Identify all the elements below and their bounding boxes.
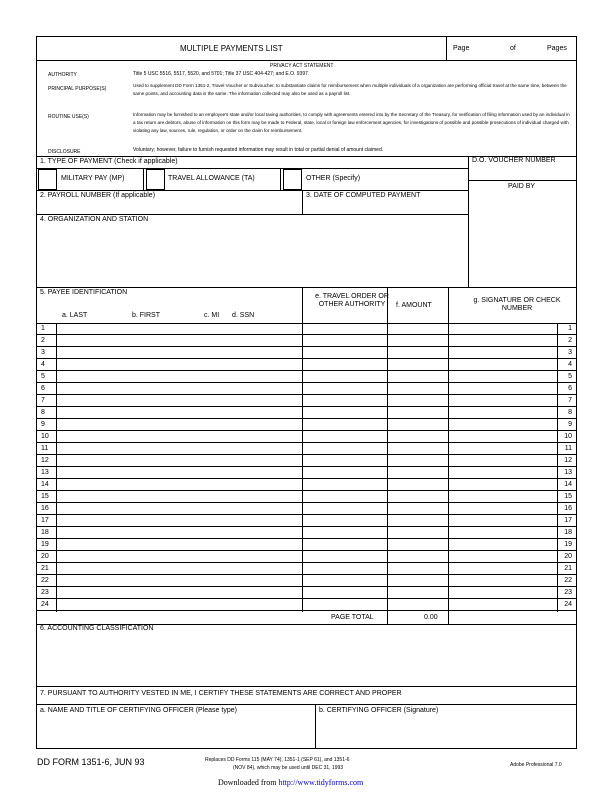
divider [143,168,144,190]
certifying-signature-label: b. CERTIFYING OFFICER (Signature) [319,707,439,714]
col-travel-header: e. TRAVEL ORDER OR OTHER AUTHORITY [315,293,389,308]
row-number-left: 24 [41,601,49,608]
accounting-label: 6. ACCOUNTING CLASSIFICATION [40,625,154,632]
downloaded-url[interactable]: http://www.tidyforms.com [278,778,364,787]
divider [36,214,468,215]
divider [315,704,316,749]
row-number-right: 12 [564,457,572,464]
table-row[interactable] [37,455,576,467]
table-row[interactable] [37,587,576,599]
row-number-left: 11 [41,445,49,452]
row-number-left: 10 [41,433,49,440]
table-row[interactable] [37,431,576,443]
divider [36,287,577,288]
purpose-label: PRINCIPAL PURPOSE(S) [48,86,107,92]
row-number-left: 23 [41,589,49,596]
divider [468,180,577,181]
row-number-right: 4 [568,361,572,368]
date-computed-label: 3. DATE OF COMPUTED PAYMENT [306,192,421,199]
routine-text: Information may be furnished to an employee's state and/or local taxing authorities, to comply with agreements entered into by the Secretary of the Treasury, for verification of filing information used by an individual in a tax return are debtors, abuse of information on this form may be made to Federal, state, local or foreign law enforcement agencies, for investigations of possible and possible prosecutions of individual charged with violating any law, sources, rule, regulation, or order on the claim for reimbursement. [133,112,570,133]
row-number-right: 5 [568,373,572,380]
divider [36,168,468,169]
row-number-right: 23 [564,589,572,596]
row-number-left: 17 [41,517,49,524]
col-amount-header: f. AMOUNT [396,302,432,309]
table-row[interactable] [37,527,576,539]
replaces-line2: (NOV 84), which may be used until DEC 31, 1993 [233,765,344,771]
table-row[interactable] [37,371,576,383]
divider [36,686,577,687]
row-number-left: 5 [41,373,45,380]
divider [446,36,447,60]
of-label: of [510,45,516,52]
row-number-left: 1 [41,325,45,332]
payroll-number-label: 2. PAYROLL NUMBER (If applicable) [40,192,156,199]
certify-label: 7. PURSUANT TO AUTHORITY VESTED IN ME, I CERTIFY THESE STATEMENTS ARE CORRECT AND PROPER [40,690,402,697]
row-number-right: 6 [568,385,572,392]
purpose-text: Used to supplement DD Form 1351-2, Travel Voucher or Subvoucher, to substantiate claims for reimbursement when multiple individuals of a organization are performing official travel at the same time, between the same points, and accounting data is the same. The information collected may also be used as a payroll list. [133,83,567,96]
disclosure-label: DISCLOSURE [48,149,81,155]
row-number-right: 10 [564,433,572,440]
row-number-right: 1 [568,325,572,332]
table-row[interactable] [37,503,576,515]
row-number-right: 13 [564,469,572,476]
divider [36,60,577,61]
col-first-header: b. FIRST [132,312,161,319]
page-total-value: 0.00 [424,614,438,621]
table-row[interactable] [37,575,576,587]
row-number-right: 15 [564,493,572,500]
name-title-label: a. NAME AND TITLE OF CERTIFYING OFFICER (Please type) [40,707,237,714]
travel-allowance-label: TRAVEL ALLOWANCE (TA) [168,175,255,182]
row-number-left: 15 [41,493,49,500]
divider [302,190,303,214]
row-number-right: 19 [564,541,572,548]
row-number-right: 8 [568,409,572,416]
row-number-right: 14 [564,481,572,488]
divider [36,704,577,705]
table-row[interactable] [37,539,576,551]
other-checkbox[interactable] [283,169,302,190]
page-total-label: PAGE TOTAL [331,614,374,621]
other-label: OTHER (Specify) [306,175,361,182]
pages-label: Pages [547,45,567,52]
dov-number-label: D.O. VOUCHER NUMBER [472,157,556,164]
row-number-right: 24 [564,601,572,608]
table-row[interactable] [37,347,576,359]
row-number-left: 6 [41,385,45,392]
row-number-right: 20 [564,553,572,560]
disclosure-text: Voluntary; however, failure to furnish requested information may result in total or partial denial of amount claimed. [133,147,384,153]
privacy-heading: PRIVACY ACT STATEMENT [270,63,334,69]
row-number-left: 9 [41,421,45,428]
divider [468,156,469,287]
row-number-left: 20 [41,553,49,560]
page-label: Page [453,45,470,52]
row-number-left: 16 [41,505,49,512]
row-number-left: 2 [41,337,45,344]
table-row[interactable] [37,407,576,419]
table-row[interactable] [37,467,576,479]
table-row[interactable] [37,491,576,503]
table-row[interactable] [37,419,576,431]
row-number-right: 7 [568,397,572,404]
table-row[interactable] [37,335,576,347]
row-number-right: 9 [568,421,572,428]
row-number-left: 12 [41,457,49,464]
replaces-line1: Replaces DD Forms 115 (MAY 74), 1351-1 (SEP 61), and 1351-6 [205,757,350,763]
divider [36,190,468,191]
military-pay-label: MILITARY PAY (MP) [61,175,125,182]
col-ssn-header: d. SSN [232,312,255,319]
military-pay-checkbox[interactable] [38,169,57,190]
table-row[interactable] [37,359,576,371]
type-of-payment-label: 1. TYPE OF PAYMENT (Check if applicable) [40,158,178,165]
row-number-right: 22 [564,577,572,584]
row-number-right: 3 [568,349,572,356]
table-row[interactable] [37,563,576,575]
row-number-left: 7 [41,397,45,404]
row-number-left: 18 [41,529,49,536]
row-number-right: 21 [564,565,572,572]
table-row[interactable] [37,395,576,407]
divider [280,168,281,190]
row-number-left: 21 [41,565,49,572]
table-row[interactable] [37,443,576,455]
table-row[interactable] [37,323,576,335]
col-mi-header: c. MI [204,312,220,319]
downloaded-prefix: Downloaded from [218,778,277,787]
form-title: MULTIPLE PAYMENTS LIST [180,44,283,53]
authority-text: Title 5 USC 5516, 5517, 5520, and 5701; Title 37 USC 404-427; and E.O. 9397. [133,71,310,77]
table-row[interactable] [37,383,576,395]
paid-by-label: PAID BY [508,183,536,190]
table-row[interactable] [37,551,576,563]
row-number-right: 11 [564,445,572,452]
organization-label: 4. ORGANIZATION AND STATION [40,216,149,223]
col-last-header: a. LAST [62,312,88,319]
travel-allowance-checkbox[interactable] [146,169,165,190]
table-row[interactable] [37,599,576,611]
table-row[interactable] [37,479,576,491]
form-id: DD FORM 1351-6, JUN 93 [37,757,145,767]
row-number-left: 14 [41,481,49,488]
row-number-right: 17 [564,517,572,524]
row-number-right: 18 [564,529,572,536]
routine-label: ROUTINE USE(S) [48,114,89,120]
row-number-right: 2 [568,337,572,344]
authority-label: AUTHORITY [48,72,77,78]
row-number-right: 16 [564,505,572,512]
downloaded-from [218,778,363,787]
table-row[interactable] [37,515,576,527]
row-number-left: 19 [41,541,49,548]
row-number-left: 3 [41,349,45,356]
software-label: Adobe Professional 7.0 [510,762,562,768]
col-signature-header: g. SIGNATURE OR CHECK NUMBER [473,297,561,312]
payee-identification-label: 5. PAYEE IDENTIFICATION [40,289,128,296]
row-number-left: 4 [41,361,45,368]
row-number-left: 8 [41,409,45,416]
row-number-left: 22 [41,577,49,584]
row-number-left: 13 [41,469,49,476]
